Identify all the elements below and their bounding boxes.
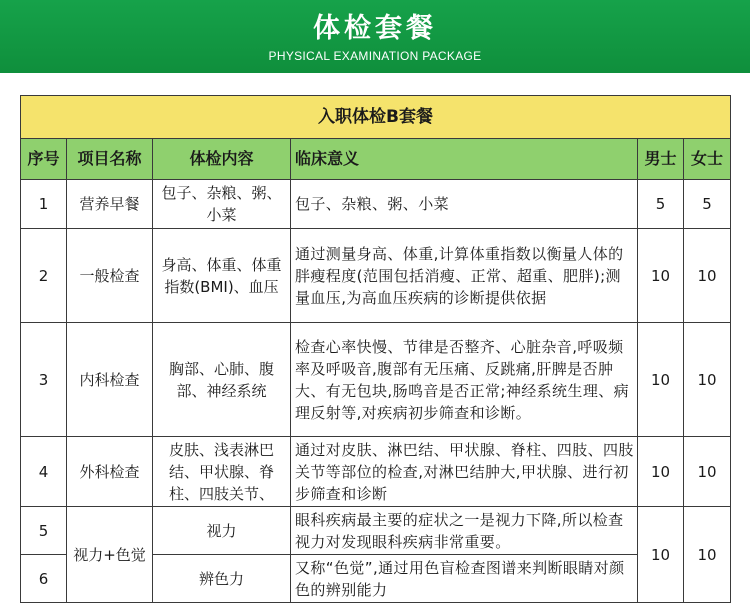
table-title-row (21, 96, 731, 139)
banner-title: 体检套餐 (313, 13, 437, 44)
table-row (21, 180, 731, 229)
row-meaning: 又称“色觉”,通过用色盲检查图谱来判断眼睛对颜色的辨别能力 (291, 555, 638, 603)
row-item: 内科检查 (67, 323, 153, 437)
package-table-container (20, 95, 730, 603)
row-meaning: 通过对皮肤、淋巴结、甲状腺、脊柱、四肢、四肢关节等部位的检查,对淋巴结肿大,甲状腺、进行初步筛查和诊断 (291, 437, 638, 507)
banner-subtitle: PHYSICAL EXAMINATION PACKAGE (268, 49, 482, 63)
row-female: 10 (684, 229, 731, 323)
header-female: 女士 (684, 139, 731, 180)
row-content: 包子、杂粮、粥、小菜 (153, 180, 291, 229)
row-no: 1 (21, 180, 67, 229)
row-female: 5 (684, 180, 731, 229)
header-no: 序号 (21, 139, 67, 180)
row-content: 身高、体重、体重指数(BMI)、血压 (153, 229, 291, 323)
row-male: 10 (638, 323, 684, 437)
row-item: 营养早餐 (67, 180, 153, 229)
header-male: 男士 (638, 139, 684, 180)
row-no: 3 (21, 323, 67, 437)
row-female: 10 (684, 507, 731, 603)
row-content: 视力 (153, 507, 291, 555)
table-row (21, 229, 731, 323)
row-male: 5 (638, 180, 684, 229)
row-content: 皮肤、浅表淋巴结、甲状腺、脊柱、四肢关节、 (153, 437, 291, 507)
row-item: 一般检查 (67, 229, 153, 323)
package-table (20, 95, 731, 603)
row-meaning: 包子、杂粮、粥、小菜 (291, 180, 638, 229)
header-banner (0, 0, 750, 73)
table-row (21, 437, 731, 507)
row-meaning: 检查心率快慢、节律是否整齐、心脏杂音,呼吸频率及呼吸音,腹部有无压痛、反跳痛,肝脾是否肿大、有无包块,肠鸣音是否正常;神经系统生理、病理反射等,对疾病初步筛查和诊断。 (291, 323, 638, 437)
row-content: 辨色力 (153, 555, 291, 603)
row-no: 2 (21, 229, 67, 323)
row-no: 6 (21, 555, 67, 603)
table-title: 入职体检B套餐 (21, 96, 731, 139)
header-meaning: 临床意义 (291, 139, 638, 180)
row-no: 4 (21, 437, 67, 507)
row-content: 胸部、心肺、腹部、神经系统 (153, 323, 291, 437)
row-male: 10 (638, 229, 684, 323)
row-item: 外科检查 (67, 437, 153, 507)
row-female: 10 (684, 437, 731, 507)
row-male: 10 (638, 507, 684, 603)
table-row (21, 507, 731, 555)
header-item: 项目名称 (67, 139, 153, 180)
row-meaning: 眼科疾病最主要的症状之一是视力下降,所以检查视力对发现眼科疾病非常重要。 (291, 507, 638, 555)
row-female: 10 (684, 323, 731, 437)
row-item: 视力+色觉 (67, 507, 153, 603)
header-content: 体检内容 (153, 139, 291, 180)
table-header-row (21, 139, 731, 180)
row-no: 5 (21, 507, 67, 555)
row-meaning: 通过测量身高、体重,计算体重指数以衡量人体的胖瘦程度(范围包括消瘦、正常、超重、肥胖);测量血压,为高血压疾病的诊断提供依据 (291, 229, 638, 323)
table-row (21, 323, 731, 437)
row-male: 10 (638, 437, 684, 507)
